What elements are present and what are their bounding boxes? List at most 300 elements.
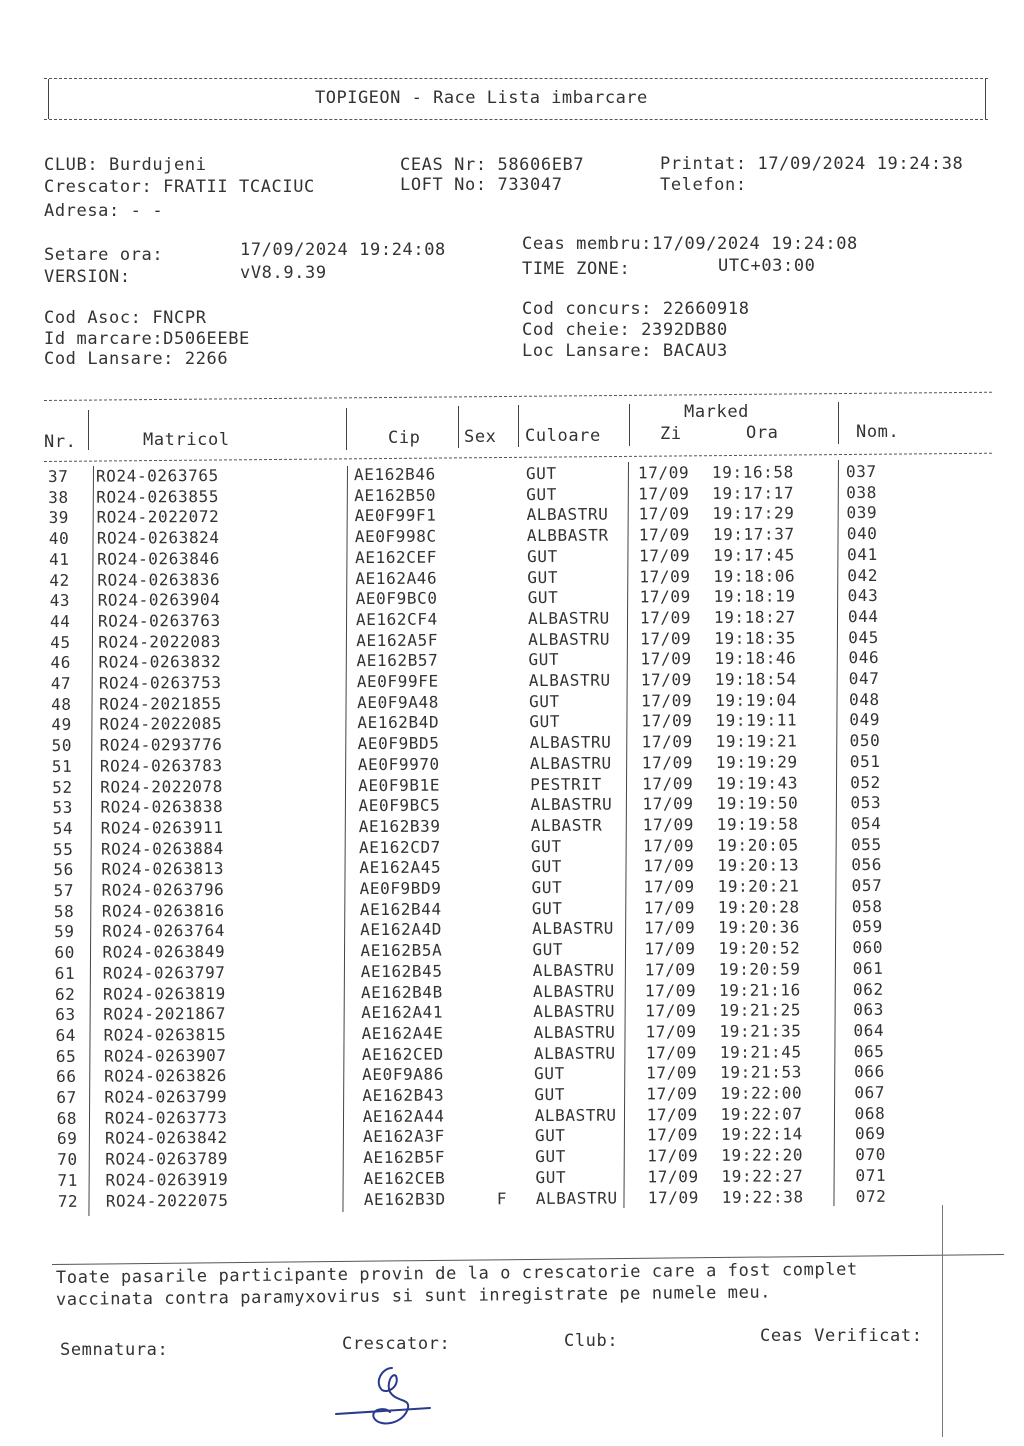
cell-matricol: RO24-0263764	[102, 921, 226, 942]
cell-matricol: RO24-0263846	[97, 548, 220, 569]
cell-culoare: ALBASTRU	[535, 1187, 618, 1208]
cell-nr: 44	[49, 611, 71, 631]
col-header-nom: Nom.	[856, 422, 900, 442]
header-sep-2	[346, 408, 347, 450]
cell-zi: 17/09	[641, 752, 694, 773]
cell-nr: 66	[56, 1067, 77, 1087]
cell-nr: 65	[55, 1046, 77, 1066]
cell-cip: AE162A44	[362, 1106, 445, 1126]
cell-zi: 17/09	[641, 732, 693, 752]
cell-zi: 17/09	[640, 628, 692, 648]
cell-matricol: RO24-0263763	[97, 610, 221, 631]
cell-matricol: RO24-0263884	[100, 838, 224, 859]
cell-cip: AE162B43	[362, 1085, 445, 1106]
cell-ora: 19:18:46	[714, 648, 797, 669]
cell-cip: AE0F9970	[357, 754, 440, 774]
cell-culoare: ALBASTRU	[528, 670, 611, 691]
cell-nr: 69	[56, 1129, 78, 1149]
cell-culoare: GUT	[528, 650, 560, 670]
cell-nr: 42	[49, 570, 70, 590]
col-header-matricol: Matricol	[143, 430, 230, 450]
cell-ora: 19:19:11	[715, 710, 798, 731]
cell-ora: 19:19:21	[715, 731, 798, 751]
cell-matricol: RO24-0263855	[96, 486, 220, 507]
cell-zi: 17/09	[647, 1187, 700, 1207]
cell-ora: 19:17:17	[712, 483, 795, 503]
cell-nr: 52	[52, 777, 73, 797]
cell-cip: AE162CEF	[355, 547, 438, 567]
cell-nr: 56	[53, 860, 74, 880]
cell-culoare: ALBASTR	[530, 815, 603, 835]
declaration-line-2: vaccinata contra paramyxovirus si sunt inregistrate pe numele meu.	[55, 1282, 772, 1310]
cell-cip: AE162B39	[358, 816, 441, 836]
cod-cheie-label: Cod cheie: 2392DB80	[522, 320, 728, 340]
id-marcare-label: Id marcare:D506EEBE	[44, 329, 250, 349]
col-header-culoare: Culoare	[525, 426, 601, 446]
cell-matricol: RO24-2022075	[105, 1190, 229, 1211]
cell-nom: 042	[847, 565, 879, 585]
cell-cip: AE162A46	[355, 568, 438, 588]
cell-ora: 19:18:19	[713, 586, 796, 607]
setare-ora-label: Setare ora:	[44, 245, 164, 265]
cell-nr: 58	[53, 901, 75, 921]
cell-matricol: RO24-2021855	[99, 693, 222, 714]
cell-nom: 051	[849, 751, 881, 771]
cell-nom: 065	[853, 1041, 885, 1061]
cell-nom: 072	[855, 1186, 887, 1206]
cell-ora: 19:16:58	[711, 462, 794, 482]
cell-cip: AE0F9BC5	[358, 795, 441, 816]
cell-culoare: ALBASTRU	[532, 918, 615, 939]
col-header-cip: Cip	[388, 428, 421, 448]
cell-cip: AE162CD7	[358, 837, 441, 857]
cell-culoare: GUT	[525, 463, 557, 484]
cell-ora: 19:18:54	[714, 669, 797, 689]
cell-sex: F	[496, 1188, 508, 1208]
cell-matricol: RO24-0263753	[98, 672, 222, 693]
cell-cip: AE0F9B1E	[358, 775, 441, 795]
cell-nom: 064	[853, 1020, 885, 1040]
cell-nr: 63	[55, 1004, 76, 1025]
declaration-line-1: Toate pasarile participante provin de la o crescatorie care a fost complet	[55, 1259, 858, 1288]
cell-culoare: GUT	[527, 567, 559, 587]
cell-nom: 062	[852, 979, 884, 999]
cell-culoare: GUT	[531, 857, 563, 877]
cell-ora: 19:18:06	[713, 565, 796, 586]
cell-cip: AE162B5F	[363, 1147, 446, 1168]
cell-culoare: GUT	[535, 1167, 567, 1187]
cell-nom: 041	[847, 544, 878, 564]
cell-culoare: ALBASTRU	[533, 1043, 616, 1063]
cell-cip: AE162CF4	[355, 609, 438, 629]
cell-nr: 61	[54, 963, 76, 983]
cell-matricol: RO24-0263907	[103, 1045, 227, 1066]
cell-cip: AE162B57	[356, 650, 439, 671]
cell-cip: AE162A5F	[356, 630, 439, 650]
cell-ora: 19:22:14	[720, 1124, 803, 1145]
cell-culoare: GUT	[529, 712, 561, 732]
cell-nom: 061	[852, 958, 884, 978]
col-header-zi: Zi	[660, 424, 682, 444]
cell-cip: AE162A45	[359, 857, 442, 878]
cell-ora: 19:17:37	[712, 524, 795, 545]
cell-zi: 17/09	[643, 856, 695, 876]
cell-nom: 052	[850, 772, 881, 792]
cell-ora: 19:21:35	[719, 1021, 802, 1041]
cell-ora: 19:20:28	[717, 897, 800, 917]
cell-nr: 40	[48, 528, 70, 549]
cell-culoare: GUT	[534, 1126, 566, 1146]
cell-matricol: RO24-0293776	[99, 735, 223, 755]
cell-culoare: ALBASTRU	[529, 732, 612, 753]
cell-nom: 050	[849, 730, 881, 751]
time-zone-value: UTC+03:00	[718, 256, 816, 276]
col-header-sex: Sex	[464, 427, 497, 447]
cell-matricol: RO24-0263789	[105, 1148, 229, 1169]
cell-cip: AE162B4D	[357, 712, 440, 733]
version-label: VERSION:	[44, 267, 131, 287]
header-sep-1	[88, 410, 89, 450]
col-header-ora: Ora	[746, 423, 779, 443]
cell-culoare: PESTRIT	[530, 774, 602, 794]
cell-nom: 057	[851, 875, 883, 896]
crescator-label: Crescator: FRATII TCACIUC	[44, 177, 315, 197]
cell-ora: 19:21:25	[719, 1000, 802, 1021]
cell-ora: 19:22:00	[720, 1083, 803, 1103]
cell-nr: 54	[52, 818, 74, 838]
ceas-membru-label: Ceas membru:17/09/2024 19:24:08	[522, 234, 858, 254]
cell-nom: 047	[848, 668, 880, 689]
cell-matricol: RO24-0263799	[104, 1086, 228, 1107]
cell-zi: 17/09	[644, 918, 696, 938]
cell-nom: 068	[854, 1103, 886, 1123]
cell-nom: 045	[848, 627, 879, 647]
cell-nr: 46	[50, 653, 72, 673]
cell-ora: 19:22:38	[721, 1186, 804, 1207]
cell-nr: 67	[56, 1087, 77, 1107]
cell-nom: 069	[854, 1124, 886, 1144]
cell-cip: AE0F99F1	[354, 505, 437, 526]
cell-zi: 17/09	[639, 566, 691, 586]
cell-culoare: ALBASTRU	[529, 753, 612, 773]
cell-matricol: RO24-0263819	[102, 983, 226, 1004]
cell-matricol: RO24-2021867	[103, 1004, 227, 1024]
cell-zi: 17/09	[643, 877, 695, 897]
cell-matricol: RO24-0263796	[101, 879, 225, 900]
handwritten-signature	[330, 1362, 440, 1442]
cell-zi: 17/09	[642, 794, 694, 814]
cell-ora: 19:22:20	[721, 1145, 804, 1165]
cell-nom: 053	[850, 793, 882, 813]
cell-ora: 19:20:36	[718, 917, 801, 938]
cell-nr: 50	[51, 735, 73, 756]
cell-matricol: RO24-0263911	[100, 817, 224, 838]
cell-matricol: RO24-0263842	[104, 1128, 228, 1149]
cell-culoare: GUT	[534, 1064, 565, 1084]
cell-nr: 62	[54, 984, 76, 1004]
cell-zi: 17/09	[642, 835, 695, 855]
adresa-label: Adresa: - -	[44, 201, 164, 221]
cod-asoc-label: Cod Asoc: FNCPR	[44, 308, 207, 328]
ceas-verificat-label: Ceas Verificat:	[760, 1326, 923, 1346]
cell-zi: 17/09	[645, 1001, 697, 1021]
cell-nom: 055	[850, 834, 882, 854]
cell-cip: AE162B44	[359, 899, 442, 919]
cell-nom: 071	[855, 1165, 887, 1185]
cell-nr: 41	[49, 549, 70, 569]
right-margin-line	[942, 1205, 943, 1437]
cod-concurs-label: Cod concurs: 22660918	[522, 299, 750, 319]
cell-culoare: GUT	[531, 898, 563, 918]
cell-zi: 17/09	[639, 587, 691, 607]
cell-nr: 47	[50, 673, 72, 693]
time-zone-label: TIME ZONE:	[522, 259, 631, 279]
cell-nr: 72	[57, 1191, 79, 1211]
cell-cip: AE162B5A	[360, 940, 443, 961]
cell-nr: 49	[51, 715, 72, 735]
cell-nom: 066	[854, 1062, 885, 1082]
cell-cip: AE162A4D	[360, 919, 443, 940]
cell-ora: 19:19:29	[715, 752, 798, 772]
cell-cip: AE0F9A86	[362, 1064, 445, 1085]
cell-zi: 17/09	[638, 504, 690, 524]
cell-nr: 57	[53, 880, 75, 900]
cell-nr: 37	[47, 466, 69, 486]
cell-zi: 17/09	[639, 545, 691, 566]
cell-matricol: RO24-0263797	[102, 962, 226, 983]
cell-ora: 19:21:16	[718, 979, 801, 1000]
cell-matricol: RO24-0263919	[105, 1169, 229, 1190]
cell-zi: 17/09	[641, 711, 693, 731]
cell-nom: 070	[855, 1144, 886, 1165]
cell-cip: AE162B50	[354, 485, 437, 505]
cell-ora: 19:19:04	[715, 690, 797, 710]
cell-nr: 53	[52, 798, 73, 818]
cell-culoare: ALBASTRU	[533, 1022, 616, 1042]
cell-culoare: GUT	[534, 1084, 566, 1105]
cell-nr: 38	[48, 487, 69, 507]
cell-zi: 17/09	[646, 1104, 698, 1125]
cell-culoare: ALBASTRU	[532, 981, 615, 1001]
cell-nom: 044	[847, 606, 879, 626]
table-header-bottom-rule	[44, 453, 992, 462]
cell-zi: 17/09	[637, 463, 690, 483]
loc-lansare-label: Loc Lansare: BACAU3	[522, 341, 728, 361]
cell-matricol: RO24-0263838	[100, 797, 224, 817]
telefon-label: Telefon:	[660, 175, 747, 195]
cell-nom: 059	[852, 917, 883, 937]
club-signature-label: Club:	[564, 1331, 619, 1351]
cell-culoare: GUT	[535, 1146, 566, 1167]
cell-ora: 19:18:35	[714, 627, 797, 648]
cell-matricol: RO24-0263826	[104, 1066, 227, 1086]
cell-nom: 046	[848, 648, 880, 668]
cell-zi: 17/09	[646, 1125, 699, 1145]
header-sep-4	[518, 405, 519, 447]
cell-nr: 48	[51, 694, 72, 714]
cell-culoare: GUT	[527, 588, 559, 608]
cell-culoare: ALBASTRU	[527, 608, 610, 628]
header-sep-6	[838, 402, 839, 444]
header-sep-3	[458, 406, 459, 448]
crescator-signature-label: Crescator:	[342, 1334, 451, 1354]
cell-nr: 64	[55, 1025, 77, 1045]
cell-nr: 55	[52, 839, 74, 859]
cell-nom: 054	[850, 813, 882, 833]
cell-nom: 039	[846, 503, 878, 523]
cell-cip: AE162A4E	[361, 1023, 444, 1043]
cell-cip: AE162A41	[361, 1002, 444, 1023]
cell-nr: 43	[49, 591, 71, 611]
cell-ora: 19:20:05	[716, 834, 799, 855]
cell-matricol: RO24-0263904	[97, 590, 221, 610]
cell-culoare: ALBBASTR	[526, 525, 609, 546]
cell-cip: AE162A3F	[362, 1126, 445, 1147]
cell-matricol: RO24-0263773	[104, 1107, 228, 1128]
cell-ora: 19:19:58	[716, 814, 799, 834]
cell-matricol: RO24-2022072	[96, 507, 220, 528]
cell-ora: 19:20:59	[718, 959, 801, 979]
cell-matricol: RO24-0263824	[96, 528, 220, 548]
cell-nom: 067	[854, 1082, 886, 1103]
cell-nom: 056	[851, 855, 883, 875]
cell-nom: 060	[852, 937, 884, 958]
cell-zi: 17/09	[641, 690, 693, 711]
cell-culoare: GUT	[527, 546, 558, 566]
cell-zi: 17/09	[646, 1063, 698, 1083]
cell-zi: 17/09	[638, 483, 690, 504]
cell-culoare: GUT	[532, 939, 564, 960]
cell-zi: 17/09	[640, 670, 693, 690]
page-title: TOPIGEON - Race Lista imbarcare	[315, 88, 648, 108]
cell-nr: 71	[57, 1170, 79, 1190]
cell-nr: 45	[50, 632, 71, 652]
cell-matricol: RO24-0263832	[98, 652, 222, 672]
cell-matricol: RO24-0263783	[99, 755, 223, 776]
table-header-top-rule	[44, 392, 992, 401]
cod-lansare-label: Cod Lansare: 2266	[44, 349, 229, 369]
cell-nom: 040	[846, 524, 878, 544]
cell-nom: 049	[849, 710, 881, 730]
cell-zi: 17/09	[645, 1021, 697, 1042]
cell-nom: 048	[848, 689, 880, 709]
cell-culoare: ALBASTRU	[532, 960, 615, 980]
cell-ora: 19:19:43	[716, 772, 799, 793]
cell-ora: 19:22:27	[721, 1166, 804, 1186]
loft-no-label: LOFT No: 733047	[400, 175, 563, 195]
cell-zi: 17/09	[644, 939, 696, 959]
cell-ora: 19:18:27	[713, 607, 796, 627]
cell-ora: 19:20:13	[717, 855, 800, 876]
cell-nom: 043	[847, 586, 879, 606]
cell-matricol: RO24-0263813	[101, 859, 225, 879]
cell-culoare: GUT	[530, 836, 562, 856]
version-value: vV8.9.39	[240, 263, 327, 283]
cell-nr: 70	[57, 1149, 78, 1170]
title-box-top-border	[44, 78, 988, 79]
cell-nom: 063	[853, 1000, 885, 1020]
cell-ora: 19:17:45	[713, 545, 796, 565]
title-box-right-border	[985, 79, 986, 119]
cell-matricol: RO24-0263849	[102, 941, 226, 962]
cell-zi: 17/09	[644, 980, 697, 1000]
cell-zi: 17/09	[646, 1084, 698, 1104]
cell-matricol: RO24-2022078	[100, 776, 224, 797]
cell-culoare: ALBASTRU	[534, 1105, 617, 1125]
cell-matricol: RO24-0263765	[95, 465, 219, 486]
header-sep-5	[629, 404, 630, 446]
club-label: CLUB: Burdujeni	[44, 155, 207, 175]
cell-cip: AE0F998C	[354, 526, 437, 547]
cell-ora: 19:21:45	[719, 1041, 802, 1062]
cell-ora: 19:20:52	[718, 938, 801, 958]
cell-cip: AE162CED	[361, 1044, 444, 1064]
cell-zi: 17/09	[642, 814, 694, 835]
cell-zi: 17/09	[643, 897, 696, 918]
cell-ora: 19:17:29	[712, 503, 795, 524]
cell-culoare: ALBASTRU	[530, 794, 613, 815]
cell-nom: 038	[846, 482, 878, 502]
cell-zi: 17/09	[640, 649, 692, 669]
cell-cip: AE0F9BC0	[355, 588, 438, 609]
cell-culoare: GUT	[531, 877, 563, 898]
ceas-nr-label: CEAS Nr: 58606EB7	[400, 155, 585, 175]
title-box-bottom-border	[44, 119, 988, 120]
cell-cip: AE0F99FE	[356, 671, 439, 692]
cell-cip: AE0F9BD5	[357, 733, 440, 754]
cell-zi: 17/09	[647, 1146, 699, 1166]
setare-ora-value: 17/09/2024 19:24:08	[240, 240, 446, 260]
cell-cip: AE162B46	[353, 464, 436, 485]
cell-nom: 058	[851, 896, 883, 916]
cell-cip: AE162B3D	[363, 1189, 446, 1209]
cell-nr: 39	[48, 508, 70, 528]
cell-matricol: RO24-0263816	[101, 900, 225, 921]
cell-nr: 60	[54, 942, 75, 963]
cell-zi: 17/09	[647, 1166, 699, 1187]
cell-culoare: ALBASTRU	[526, 504, 609, 525]
cell-zi: 17/09	[638, 525, 691, 545]
cell-ora: 19:21:53	[720, 1062, 803, 1083]
cell-matricol: RO24-0263815	[103, 1024, 227, 1045]
cell-cip: AE0F9BD9	[359, 878, 442, 899]
cell-nr: 68	[56, 1108, 78, 1128]
cell-ora: 19:19:50	[716, 793, 799, 814]
cell-zi: 17/09	[645, 1042, 698, 1062]
cell-cip: AE0F9A48	[357, 692, 439, 712]
cell-cip: AE162B45	[360, 961, 443, 981]
cell-nr: 59	[54, 922, 75, 942]
cell-ora: 19:22:07	[720, 1104, 803, 1124]
cell-cip: AE162CEB	[363, 1168, 446, 1188]
col-header-nr: Nr.	[44, 432, 77, 452]
cell-culoare: ALBASTRU	[533, 1001, 616, 1022]
cell-zi: 17/09	[642, 773, 694, 793]
cell-matricol: RO24-2022085	[99, 714, 223, 735]
cell-culoare: GUT	[529, 691, 560, 711]
cell-ora: 19:20:21	[717, 876, 800, 896]
cell-nr: 51	[51, 756, 73, 776]
cell-zi: 17/09	[639, 607, 692, 628]
semnatura-label: Semnatura:	[60, 1340, 169, 1360]
printat-label: Printat: 17/09/2024 19:24:38	[660, 154, 964, 174]
title-box-left-border	[48, 79, 49, 119]
cell-culoare: GUT	[526, 484, 558, 504]
cell-zi: 17/09	[644, 959, 696, 980]
cell-cip: AE162B4B	[360, 982, 443, 1002]
cell-matricol: RO24-0263836	[97, 569, 221, 590]
cell-culoare: ALBASTRU	[528, 629, 611, 649]
